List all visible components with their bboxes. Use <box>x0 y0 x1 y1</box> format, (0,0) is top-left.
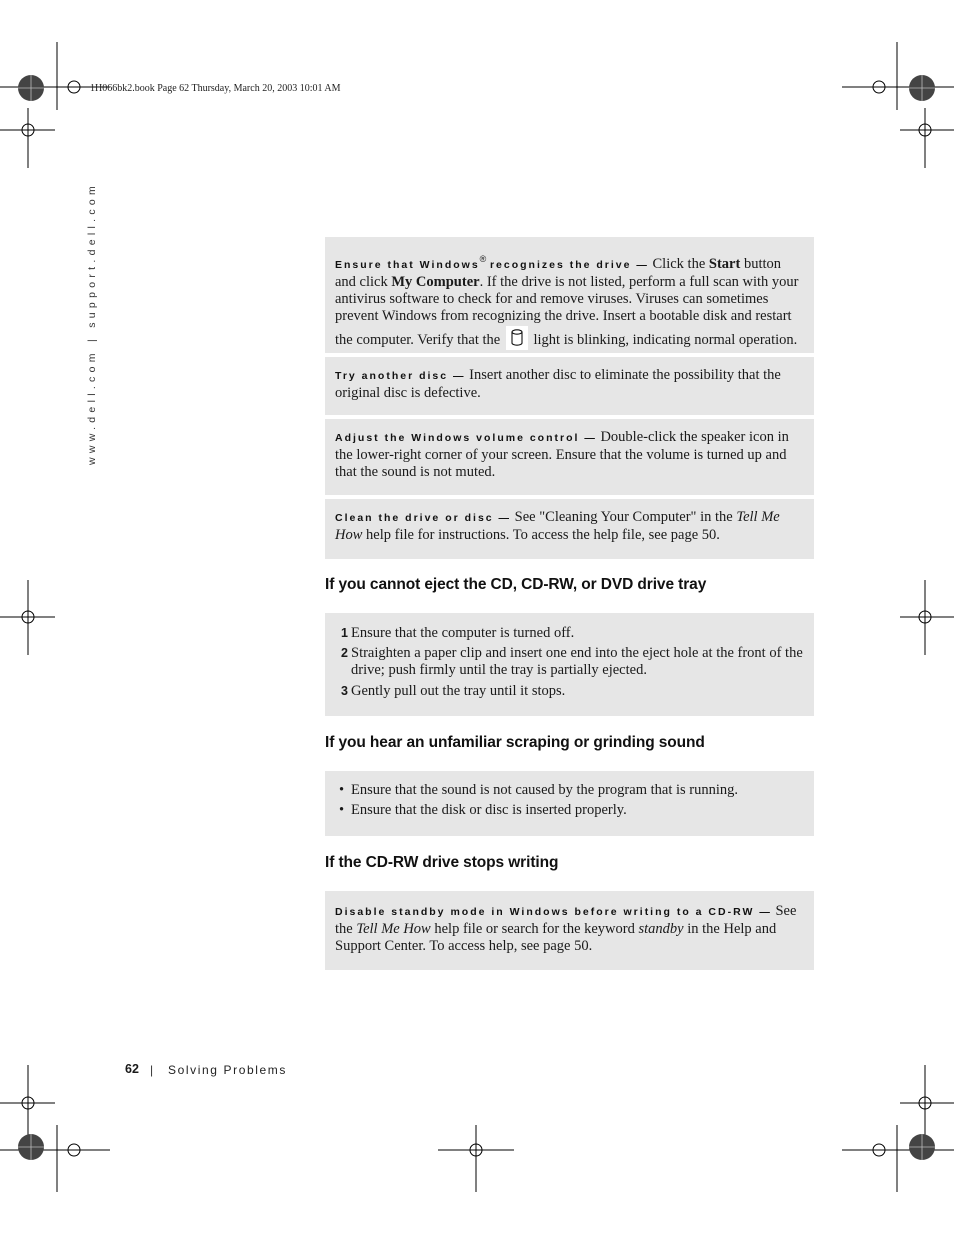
step-text: Ensure that the computer is turned off. <box>351 625 575 641</box>
ensure-text-2: button and click <box>335 255 782 291</box>
ensure-heading: Ensure that Windows <box>335 258 480 271</box>
eject-heading: If you cannot eject the CD, CD-RW, or DVD drive tray <box>325 576 707 593</box>
tell-me-how-italic: Tell Me How <box>335 509 780 544</box>
my-computer-label: My Computer <box>391 274 480 291</box>
list-item: • Ensure that the disk or disc is inserted properly. <box>335 802 804 819</box>
ensure-windows-box <box>325 237 814 353</box>
clean-text-2: help file for instructions. To access the help file, see page 50. <box>362 527 720 544</box>
list-item: • Ensure that the sound is not caused by the program that is running. <box>335 782 804 799</box>
try-disc-heading: Try another disc — <box>335 370 466 382</box>
ensure-text-3: . If the drive is not listed, perform a full scan with your antivirus software to check for and remove viruses. Viruses can sometimes prevent Windows from recognizing the drive. Insert a bootable disk and restart the computer. Verify that the <box>335 274 799 348</box>
side-url: www.dell.com | support.dell.com <box>86 181 98 465</box>
standby-text-1: See the <box>335 903 797 938</box>
try-another-disc-box <box>325 357 814 415</box>
sound-bullet-list <box>335 782 804 819</box>
list-item <box>335 683 804 700</box>
sound-heading: If you hear an unfamiliar scraping or grinding sound <box>325 734 705 751</box>
tell-me-how-italic: Tell Me How <box>356 921 431 938</box>
start-label: Start <box>708 255 741 272</box>
print-header: 1H066bk2.book Page 62 Thursday, March 20, 2003 10:01 AM <box>90 83 341 94</box>
cdrw-heading: If the CD-RW drive stops writing <box>325 854 559 871</box>
standby-keyword: standby <box>638 921 684 938</box>
registered-mark: ® <box>479 254 487 264</box>
list-item <box>335 645 804 679</box>
sound-bullets-box <box>325 771 814 836</box>
standby-text-2: help file or search for the keyword <box>430 921 639 938</box>
volume-control-box <box>325 419 814 495</box>
step-number: 2 <box>341 646 348 661</box>
ensure-text-1: Click the <box>648 255 709 272</box>
list-item <box>335 625 804 642</box>
clean-heading: Clean the drive or disc — <box>335 512 512 524</box>
drive-activity-icon <box>506 326 528 350</box>
footer-separator: | <box>150 1063 154 1077</box>
volume-heading: Adjust the Windows volume control — <box>335 432 597 444</box>
ensure-heading-tail: recognizes the drive — <box>489 258 649 271</box>
page-number: 62 <box>125 1062 139 1076</box>
step-text: Gently pull out the tray until it stops. <box>351 682 566 699</box>
standby-heading: Disable standby mode in Windows before writing to a CD-RW — <box>335 906 772 918</box>
standby-box <box>325 891 814 970</box>
try-disc-text: Insert another disc to eliminate the possibility that the original disc is defective. <box>335 367 781 402</box>
footer-section-title: Solving Problems <box>168 1063 287 1077</box>
step-number: 3 <box>341 683 348 698</box>
standby-text-3: in the Help and Support Center. To access help, see page 50. <box>335 921 777 955</box>
step-text: Straighten a paper clip and insert one end into the eject hole at the front of the drive; push firmly until the tray is partially ejected. <box>351 645 803 679</box>
eject-steps-box <box>325 613 814 716</box>
clean-text-1: See "Cleaning Your Computer" in the <box>511 509 737 525</box>
clean-drive-box <box>325 499 814 559</box>
step-number: 1 <box>341 626 348 640</box>
volume-text: Double-click the speaker icon in the lower-right corner of your screen. Ensure that the volume is turned up and that the sound is not muted. <box>335 429 789 481</box>
eject-steps-list <box>335 625 804 700</box>
ensure-text-4: light is blinking, indicating normal operation. <box>529 331 798 348</box>
